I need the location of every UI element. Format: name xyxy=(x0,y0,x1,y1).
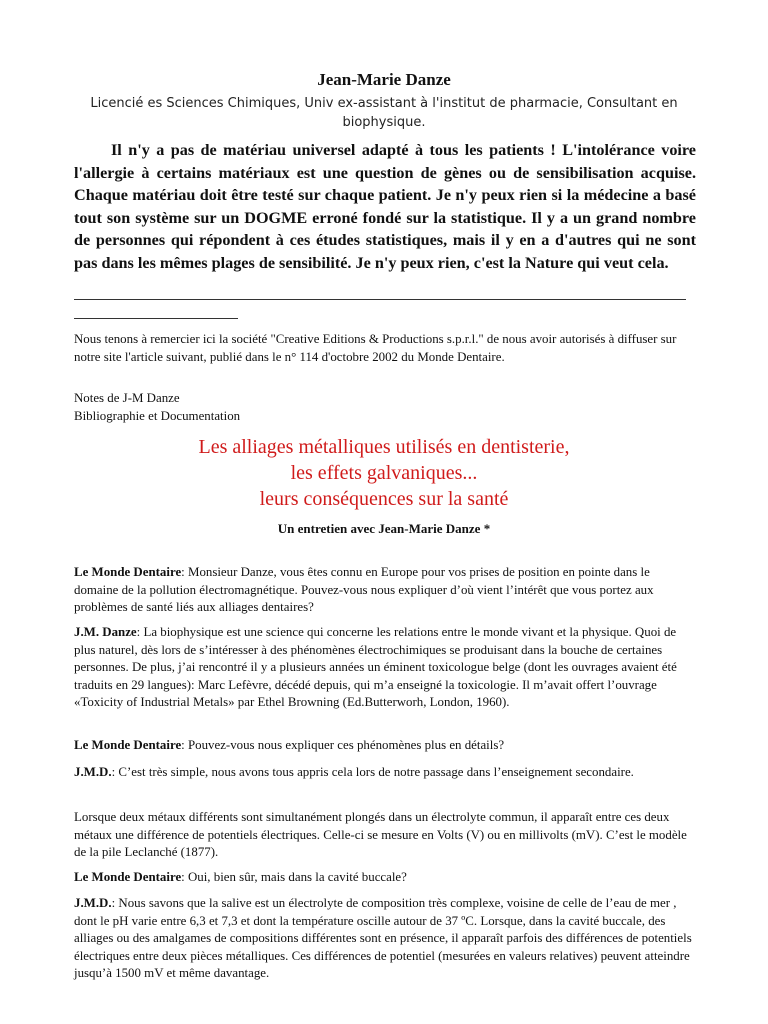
interview-answer-continued xyxy=(74,809,694,862)
speaker-label: Le Monde Dentaire xyxy=(74,565,182,579)
notes-block xyxy=(74,390,694,426)
interview-answer xyxy=(74,624,694,712)
article-title-line: leurs conséquences sur la santé xyxy=(259,488,509,510)
answer-text: : C’est très simple, nous avons tous appris cela lors de notre passage dans l’enseignement secondaire. xyxy=(111,765,634,779)
interview-question xyxy=(74,869,694,887)
article-title-line: Les alliages métalliques utilisés en dentisterie, xyxy=(198,436,570,458)
answer-text: : La biophysique est une science qui concerne les relations entre le monde vivant et la physique. Quoi de plus naturel, dès lors de s’intéresser à des phénomènes électrochimiques se produisant dans la bouche de certaines personnes. De plus, j’ai rencontré il y a plusieurs années un éminent toxicologue belge (dont les ouvrages avaient été traduits en 29 langues): Marc Lefèvre, décédé depuis, qui m’a enseigné la toxicologie. Il m’avait offert l’ouvrage «Toxicity of Industrial Metals» par Ethel Browning (Ed.Butterworh, London, 1960). xyxy=(74,625,677,710)
article-subtitle: Un entretien avec Jean-Marie Danze * xyxy=(277,521,491,536)
interview-answer xyxy=(74,895,694,983)
interview-question xyxy=(74,564,694,617)
bibliography-line: Bibliographie et Documentation xyxy=(74,408,241,423)
author-intro-paragraph: Il n'y a pas de matériau universel adapté à tous les patients ! L'intolérance voire l'allergie à certains matériaux est une question de gènes ou de sensibilisation acquise. Chaque matériau doit être testé sur chaque patient. Je n'y peux rien si la médecine a basé tout son système sur un DOGME erroné fondé sur la statistique. Il y a un grand nombre de personnes qui répondent à ces études statistiques, mais il y en a d'autres qui ne sont pas dans les mêmes plages de sensibilité. Je n'y peux rien, c'est la Nature qui veut cela. xyxy=(74,141,696,272)
speaker-label: Le Monde Dentaire xyxy=(74,738,182,752)
question-text: : Monsieur Danze, vous êtes connu en Europe pour vos prises de position en pointe dans le domaine de la pollution électromagnétique. Pouvez-vous nous expliquer d’où vient l’intérêt que vous portez aux problèmes de santé liés aux alliages dentaires? xyxy=(74,565,654,615)
separator-rule xyxy=(74,299,686,300)
answer-text: Lorsque deux métaux différents sont simultanément plongés dans un électrolyte commun, il apparaît entre ces deux métaux une différence de potentiels électriques. Celle-ci se mesure en Volts (V) ou en millivolts (mV). C’est le modèle de la pile Leclanché (1877). xyxy=(74,810,687,860)
article-title xyxy=(0,434,768,512)
notes-line: Notes de J-M Danze xyxy=(74,391,180,405)
speaker-label: Le Monde Dentaire xyxy=(74,870,182,884)
interview-answer xyxy=(74,764,694,782)
answer-text: : Nous savons que la salive est un électrolyte de composition très complexe, voisine de celle de l’eau de mer , dont le pH varie entre 6,3 et 7,3 et dont la température oscille autour de 37 ºC. Lorsque, dans la cavité buccale, des alliages ou des amalgames de compositions différentes sont en présence, il apparaît parfois des différences de potentiels électriques entre deux pièces métalliques. Ces différences de potentiel (mesurées en valeurs relatives) peuvent atteindre jusqu’à 1500 mV et même davantage. xyxy=(74,896,692,981)
speaker-label: J.M.D. xyxy=(74,765,112,779)
credit-paragraph: Nous tenons à remercier ici la société "Creative Editions & Productions s.p.r.l." de nous avoir autorisés à diffuser sur notre site l'article suivant, publié dans le n° 114 d'octobre 2002 du Monde Dentaire. xyxy=(74,332,677,364)
interview-question xyxy=(74,737,694,755)
speaker-label: J.M.D. xyxy=(74,896,112,910)
question-text: : Oui, bien sûr, mais dans la cavité buccale? xyxy=(181,870,407,884)
author-name: Jean-Marie Danze xyxy=(317,70,451,89)
footnote-rule xyxy=(74,318,238,319)
question-text: : Pouvez-vous nous expliquer ces phénomènes plus en détails? xyxy=(181,738,505,752)
article-title-line: les effets galvaniques... xyxy=(290,462,478,484)
speaker-label: J.M. Danze xyxy=(74,625,137,639)
author-credentials: Licencié es Sciences Chimiques, Univ ex-assistant à l'institut de pharmacie, Consultant en biophysique. xyxy=(90,96,678,130)
